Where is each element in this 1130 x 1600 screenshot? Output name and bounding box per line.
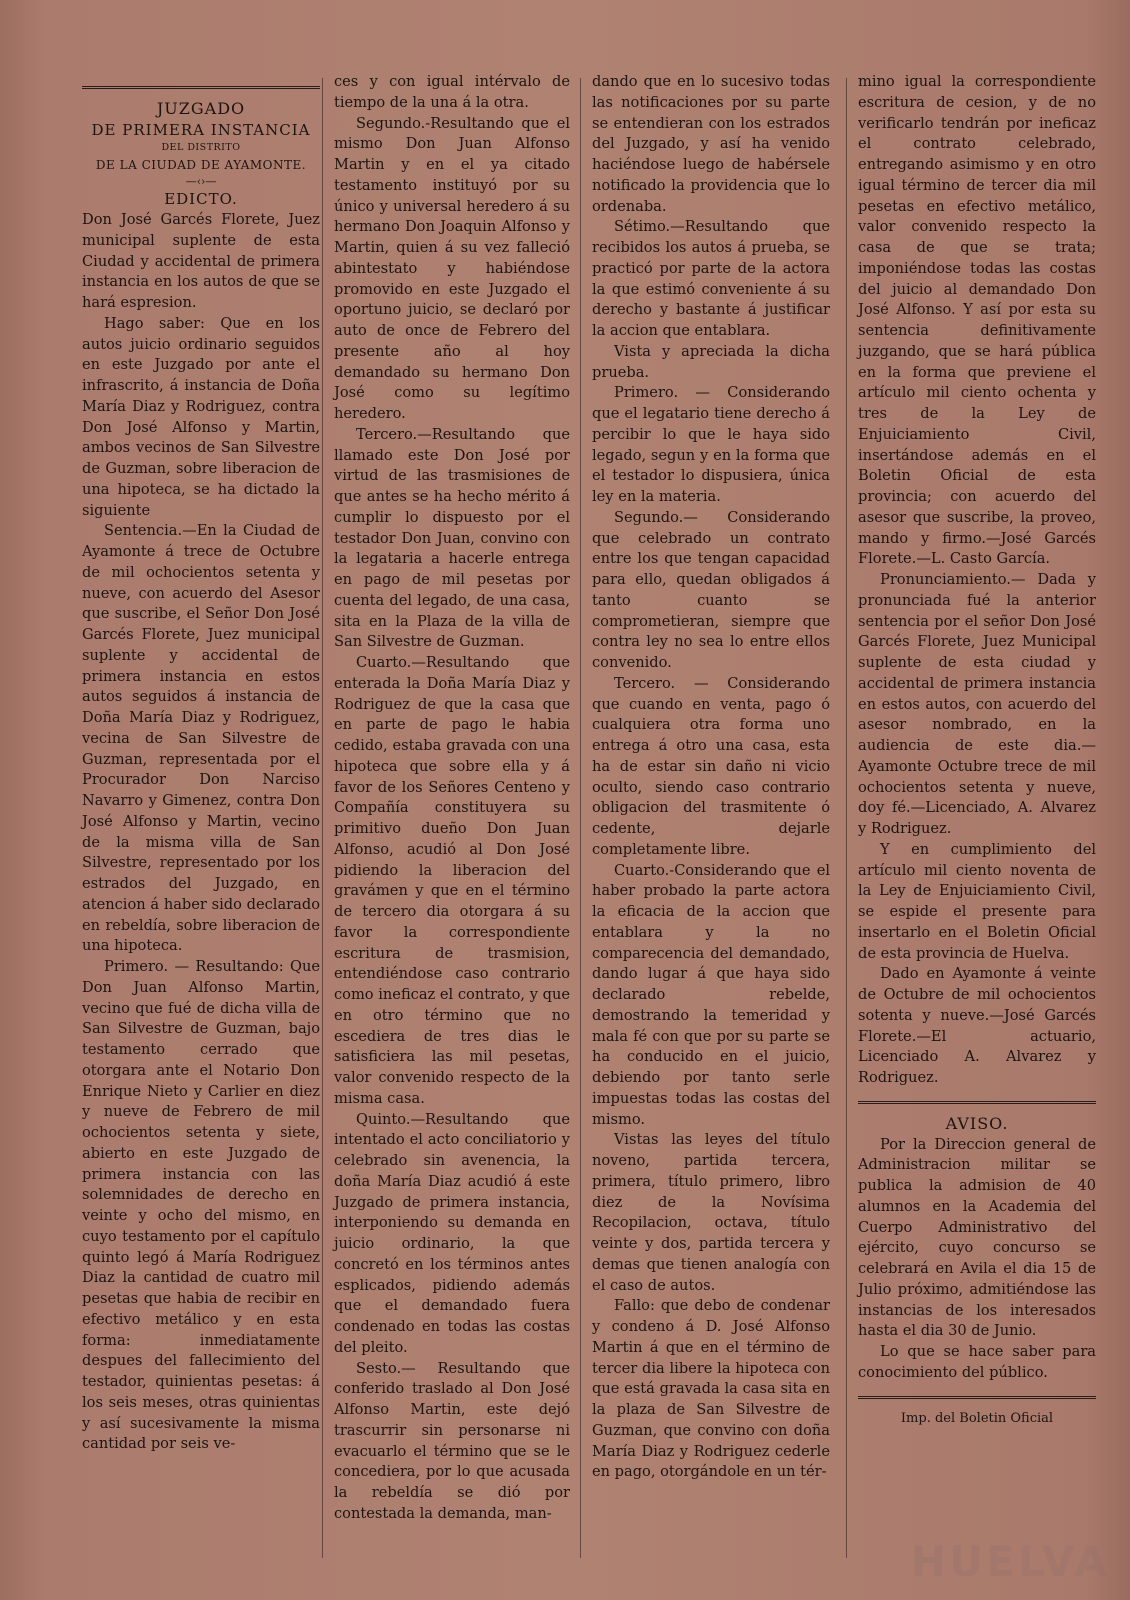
footer-rule [858, 1396, 1096, 1399]
paragraph: Tercero.—Resultando que llamado este Don José por virtud de las trasmisiones de que antes se ha hecho mérito á cumplir lo dispuesto por el testador Don Juan, convino con la legataria a hacerle entrega en pago de mil pesetas por cuenta del legado, de una casa, sita en la Plaza de la villa de San Silvestre de Guzman. [334, 425, 570, 651]
paragraph: mino igual la correspondiente escritura de cesion, y de no verificarlo tendrán por ineficaz el contrato celebrado, entregando asimismo y en otro igual término de tercer dia mil pesetas en efectivo metálico, valor convenido respecto la casa de que se trata; imponiéndose todas las costas del juicio al demandado Don José Alfonso. Y así por esta su sentencia definitivamente juzgando, que se hará pública en la forma que previene el artículo mil ciento ochenta y tres de la Ley de Enjuiciamiento Civil, insertándose además en el Boletin Oficial de esta provincia; con acuerdo del asesor que suscribe, la proveo, mando y firmo.—José Garcés Florete.—L. Casto García. [858, 73, 1096, 568]
paragraph: Pronunciamiento.— Dada y pronunciada fué la anterior sentencia por el señor Don José Garcés Florete, Juez Municipal suplente de esta ciudad y accidental de primera instancia en estos autos, con acuerdo del asesor nombrado, en la audiencia de este dia.—Ayamonte Octubre trece de mil ochocientos setenta y nueve, doy fé.—Licenciado, A. Alvarez y Rodriguez. [858, 571, 1096, 837]
aviso-paragraph: Lo que se hace saber para conocimiento del público. [858, 1343, 1096, 1381]
ornament: —‹›— [185, 175, 217, 189]
paragraph: Primero. — Considerando que el legatario tiene derecho á percibir lo que le haya sido legado, segun y en la forma que el testador lo dispusiera, única ley en la materia. [592, 384, 830, 505]
paragraph: Fallo: que debo de condenar y condeno á D. José Alfonso Martin á que en el término de tercer dia libere la hipoteca con que está gravada la casa sita en la plaza de San Silvestre de Guzman, que convino con doña María Diaz y Rodriguez cederle en pago, otorgándole en un tér- [592, 1297, 830, 1481]
paragraph: dando que en lo sucesivo todas las notificaciones por su parte se entendieran con los estrados del Juzgado, y así ha venido haciéndose luego de habérsele notificado la providencia que lo ordenaba. [592, 73, 830, 215]
paragraph: Tercero. — Considerando que cuando en venta, pago ó cualquiera otra forma uno entrega á otro una casa, esta ha de estar sin daño ni vicio oculto, siendo caso contrario obligacion del trasmitente ó cedente, dejarle completamente libre. [592, 674, 830, 858]
paragraph: Sesto.— Resultando que conferido traslado al Don José Alfonso Martin, este dejó trascurrir sin personarse ni evacuarlo el término que se le concediera, por lo que acusada la rebeldía se dió por contestada la demanda, man- [334, 1359, 570, 1522]
court-subtitle: DE PRIMERA INSTANCIA [91, 120, 311, 139]
paragraph: Don José Garcés Florete, Juez municipal suplente de esta Ciudad y accidental de primera instancia en los autos de que se hará espresion. [82, 211, 320, 311]
paragraph: Cuarto.—Resultando que enterada la Doña María Diaz y Rodriguez de que la casa que en parte de pago le habia cedido, estaba gravada con una hipoteca que sobre ella y á favor de los Señores Centeno y Compañía constituyera su primitivo dueño Don Juan Alfonso, acudió al Don José pidiendo la liberacion del gravámen y que en el término de tercero dia otorgara á su favor la correspondiente escritura de trasmision, entendiéndose caso contrario como ineficaz el contrato, y que en otro término que no escediera de tres dias le satisficiera las mil pesetas, valor convenido respecto de la misma casa. [334, 654, 570, 1107]
column-rule [322, 78, 323, 1558]
aviso-paragraph: Por la Direccion general de Administracion militar se publica la admision de 40 alumnos en la Academia del Cuerpo Administrativo del ejército, cuyo concurso se celebrará en Avila el dia 15 de Julio próximo, admitiéndose las instancias de los interesados hasta el dia 30 de Junio. [858, 1135, 1096, 1340]
paragraph: Vista y apreciada la dicha prueba. [592, 342, 830, 381]
paragraph: Dado en Ayamonte á veinte de Octubre de mil ochocientos sotenta y nueve.—José Garcés Florete.—El actuario, Licenciado A. Alvarez y Rodriguez. [858, 965, 1096, 1086]
paragraph: Quinto.—Resultando que intentado el acto conciliatorio y celebrado sin avenencia, la doña María Diaz acudió á este Juzgado de primera instancia, interponiendo su demanda en juicio ordinario, la que concretó en los términos antes esplicados, pidiendo además que el demandado fuera condenado en todas las costas del pleito. [334, 1110, 570, 1356]
paragraph: Sétimo.—Resultando que recibidos los autos á prueba, se practicó por parte de la actora la que estimó conveniente á su derecho y bastante á justificar la accion que entablara. [592, 218, 830, 339]
paragraph: Vistas las leyes del título noveno, partida tercera, primera, título primero, libro diez de la Novísima Recopilacion, octava, título veinte y dos, partida tercera y demas que tienen analogía con el caso de autos. [592, 1131, 830, 1294]
court-district: DEL DISTRITO [161, 141, 241, 153]
header-rule [82, 86, 320, 89]
paragraph: Hago saber: Que en los autos juicio ordinario seguidos en este Juzgado por ante el infrascrito, á instancia de Doña María Diaz y Rodriguez, contra Don José Alfonso y Martin, ambos vecinos de San Silvestre de Guzman, sobre liberacion de una hipoteca, se ha dictado la siguiente [82, 314, 320, 519]
section-rule [858, 1101, 1096, 1104]
column-3 [592, 72, 830, 1483]
column-4 [858, 72, 1096, 1429]
court-title: JUZGADO [156, 99, 246, 118]
paragraph: Cuarto.-Considerando que el haber probado la parte actora la eficacia de la accion que entablara y la no comparecencia del demandado, dando lugar á que haya sido declarado rebelde, demostrando la temeridad y mala fé con que por su parte se ha conducido en el juicio, debiendo por tanto serle impuestas todas las costas del mismo. [592, 861, 830, 1128]
library-stamp: HUELVA [910, 1537, 1110, 1586]
aviso-heading: AVISO. [945, 1113, 1009, 1133]
column-2 [334, 72, 570, 1525]
column-rule [580, 78, 581, 1558]
column-rule [846, 78, 847, 1558]
paragraph: Segundo.— Considerando que celebrado un contrato entre los que tengan capacidad para ello, quedan obligados á tanto cuanto se comprometieran, siempre que contra ley no sea lo entre ellos convenido. [592, 508, 830, 671]
edicto-heading: EDICTO. [164, 190, 238, 209]
paragraph: Sentencia.—En la Ciudad de Ayamonte á trece de Octubre de mil ochocientos setenta y nueve, con acuerdo del Asesor que suscribe, el Señor Don José Garcés Florete, Juez municipal suplente y accidental de primera instancia en estos autos seguidos á instancia de Doña María Diaz y Rodriguez, vecina de San Silvestre de Guzman, representada por el Procurador Don Narciso Navarro y Gimenez, contra Don José Alfonso y Martin, vecino de la misma villa de San Silvestre, representado por los estrados del Juzgado, en atencion á haber sido declarado en rebeldía, sobre liberacion de una hipoteca. [82, 522, 320, 955]
paragraph: Primero. — Resultando: Que Don Juan Alfonso Martin, vecino que fué de dicha villa de San Silvestre de Guzman, bajo testamento cerrado que otorgara ante el Notario Don Enrique Nieto y Carlier en diez y nueve de Febrero de mil ochocientos setenta y siete, abierto en este Juzgado de primera instancia con las solemnidades de derecho en veinte y ocho del mismo, en cuyo testamento por el capítulo quinto legó á María Rodriguez Diaz la cantidad de cuatro mil pesetas que habia de recibir en efectivo metálico y en esta forma: inmediatamente despues del fallecimiento del testador, quinientas pesetas: á los seis meses, otras quinientas y así sucesivamente la misma cantidad por seis ve- [82, 958, 320, 1453]
paragraph: Y en cumplimiento del artículo mil ciento noventa de la Ley de Enjuiciamiento Civil, se espide el presente para insertarlo en el Boletin Oficial de esta provincia de Huelva. [858, 840, 1096, 962]
paragraph: ces y con igual intérvalo de tiempo de la una á la otra. [334, 73, 570, 111]
court-city: DE LA CIUDAD DE AYAMONTE. [95, 157, 307, 172]
paragraph: Segundo.-Resultando que el mismo Don Juan Alfonso Martin y en el ya citado testamento instituyó por su único y universal heredero á su hermano Don Joaquin Alfonso y Martin, quien á su vez falleció abintestato y habiéndose promovido en este Juzgado el oportuno juicio, se declaró por auto de once de Febrero del presente año al hoy demandado su hermano Don José como su legítimo heredero. [334, 114, 570, 422]
column-1 [82, 72, 320, 1455]
imprint-line: Imp. del Boletin Oficial [900, 1410, 1054, 1426]
